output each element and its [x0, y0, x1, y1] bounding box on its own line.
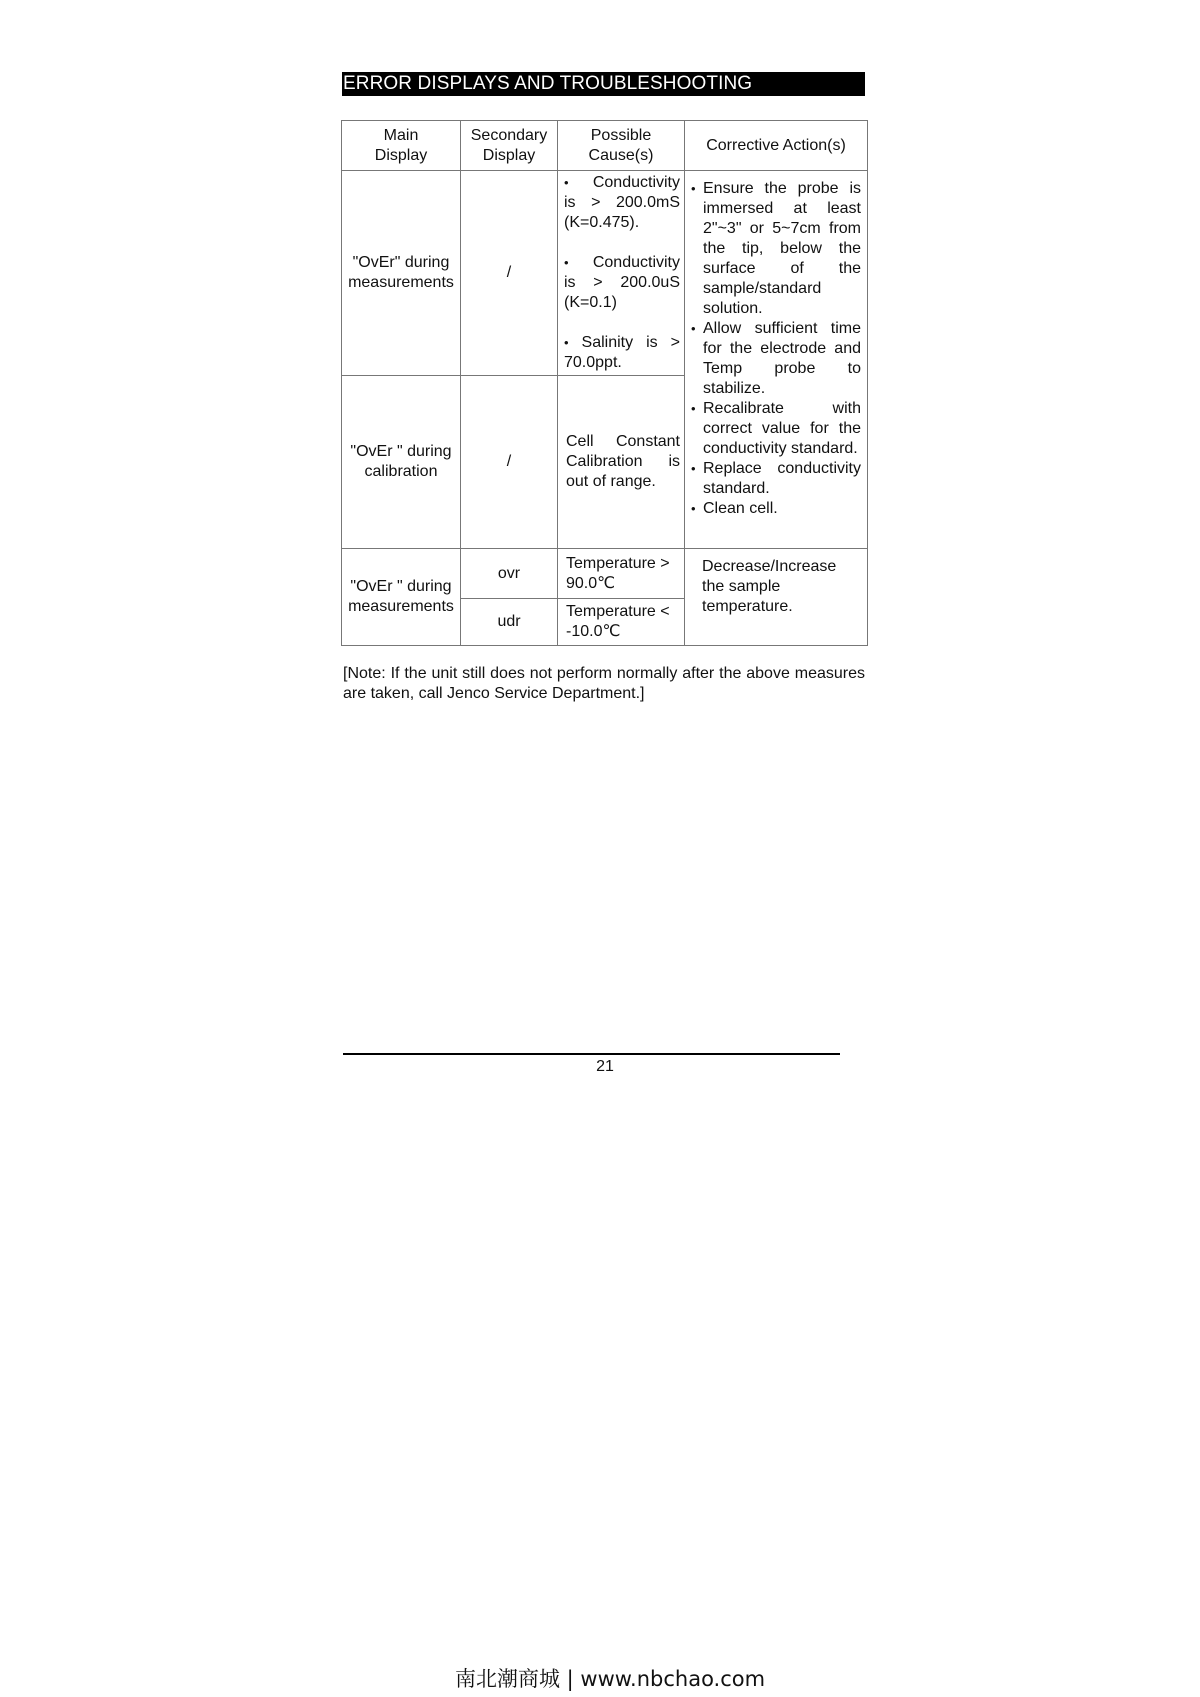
- action-text: Ensure the probe is immersed at least 2"~3" or 5~7cm from the tip, below the surface of the sample/standard solution.: [703, 180, 861, 317]
- action-item: [691, 179, 861, 319]
- cause-text: Conductivity is > 200.0uS (K=0.1): [564, 254, 680, 311]
- bullet-icon: •: [564, 255, 569, 270]
- main-display-line1: "OvEr" during: [352, 254, 450, 271]
- possible-causes-cell: Cell Constant Calibration is out of range.: [558, 376, 685, 549]
- bullet-icon: •: [564, 335, 569, 350]
- main-display-cell: [342, 549, 461, 646]
- corrective-actions-cell: Decrease/Increase the sample temperature.: [685, 549, 868, 646]
- cause-text: Conductivity is > 200.0mS (K=0.475).: [564, 174, 680, 231]
- section-title: ERROR DISPLAYS AND TROUBLESHOOTING: [342, 72, 865, 96]
- footer-divider: [343, 1053, 840, 1055]
- action-item: [691, 459, 861, 499]
- main-display-cell: [342, 171, 461, 376]
- secondary-display-cell: ovr: [461, 549, 558, 599]
- secondary-display-cell: udr: [461, 599, 558, 646]
- possible-causes-cell: Temperature < -10.0℃: [558, 599, 685, 646]
- main-display-line2: measurements: [348, 598, 454, 615]
- table-row: [342, 171, 868, 376]
- header-main-line1: Main: [383, 126, 419, 144]
- table-header-row: [342, 121, 868, 171]
- cause-item: [564, 173, 680, 233]
- cause-text: Salinity is > 70.0ppt.: [564, 334, 680, 371]
- service-note: [Note: If the unit still does not perform normally after the above measures are taken, call Jenco Service Department.]: [343, 665, 865, 702]
- header-secondary-line2: Display: [482, 146, 536, 164]
- action-text: Clean cell.: [703, 500, 778, 517]
- possible-causes-cell: Temperature > 90.0℃: [558, 549, 685, 599]
- main-display-cell: [342, 376, 461, 549]
- bullet-icon: •: [691, 501, 696, 516]
- possible-causes-cell: [558, 171, 685, 376]
- table-row: [342, 549, 868, 599]
- corrective-actions-cell: [685, 171, 868, 549]
- secondary-display-cell: /: [461, 171, 558, 376]
- bullet-icon: •: [691, 321, 696, 336]
- cause-item: [564, 333, 680, 373]
- header-secondary-display: [461, 121, 558, 171]
- action-item: [691, 499, 861, 519]
- header-main-display: [342, 121, 461, 171]
- secondary-display-cell: /: [461, 376, 558, 549]
- main-display-line2: measurements: [348, 274, 454, 291]
- cause-item: [564, 253, 680, 313]
- error-troubleshooting-table: [341, 120, 868, 646]
- bullet-icon: •: [691, 461, 696, 476]
- main-display-line1: "OvEr " during: [350, 443, 452, 460]
- header-cause-line2: Cause(s): [588, 146, 654, 164]
- bullet-icon: •: [691, 181, 696, 196]
- action-text: Allow sufficient time for the electrode and Temp probe to stabilize.: [703, 320, 861, 397]
- action-item: [691, 399, 861, 459]
- action-text: Replace conductivity standard.: [703, 460, 861, 497]
- header-cause-line1: Possible: [590, 126, 652, 144]
- bullet-icon: •: [564, 175, 569, 190]
- header-corrective-actions: Corrective Action(s): [685, 121, 868, 171]
- footer-watermark: 南北潮商城 | www.nbchao.com: [455, 1667, 766, 1691]
- action-item: [691, 319, 861, 399]
- bullet-icon: •: [691, 401, 696, 416]
- action-text: Recalibrate with correct value for the conductivity standard.: [703, 400, 861, 457]
- header-main-line2: Display: [374, 146, 428, 164]
- header-possible-causes: [558, 121, 685, 171]
- main-display-line1: "OvEr " during: [350, 578, 452, 595]
- page-number: 21: [596, 1058, 614, 1075]
- header-secondary-line1: Secondary: [470, 126, 548, 144]
- main-display-line2: calibration: [364, 463, 438, 480]
